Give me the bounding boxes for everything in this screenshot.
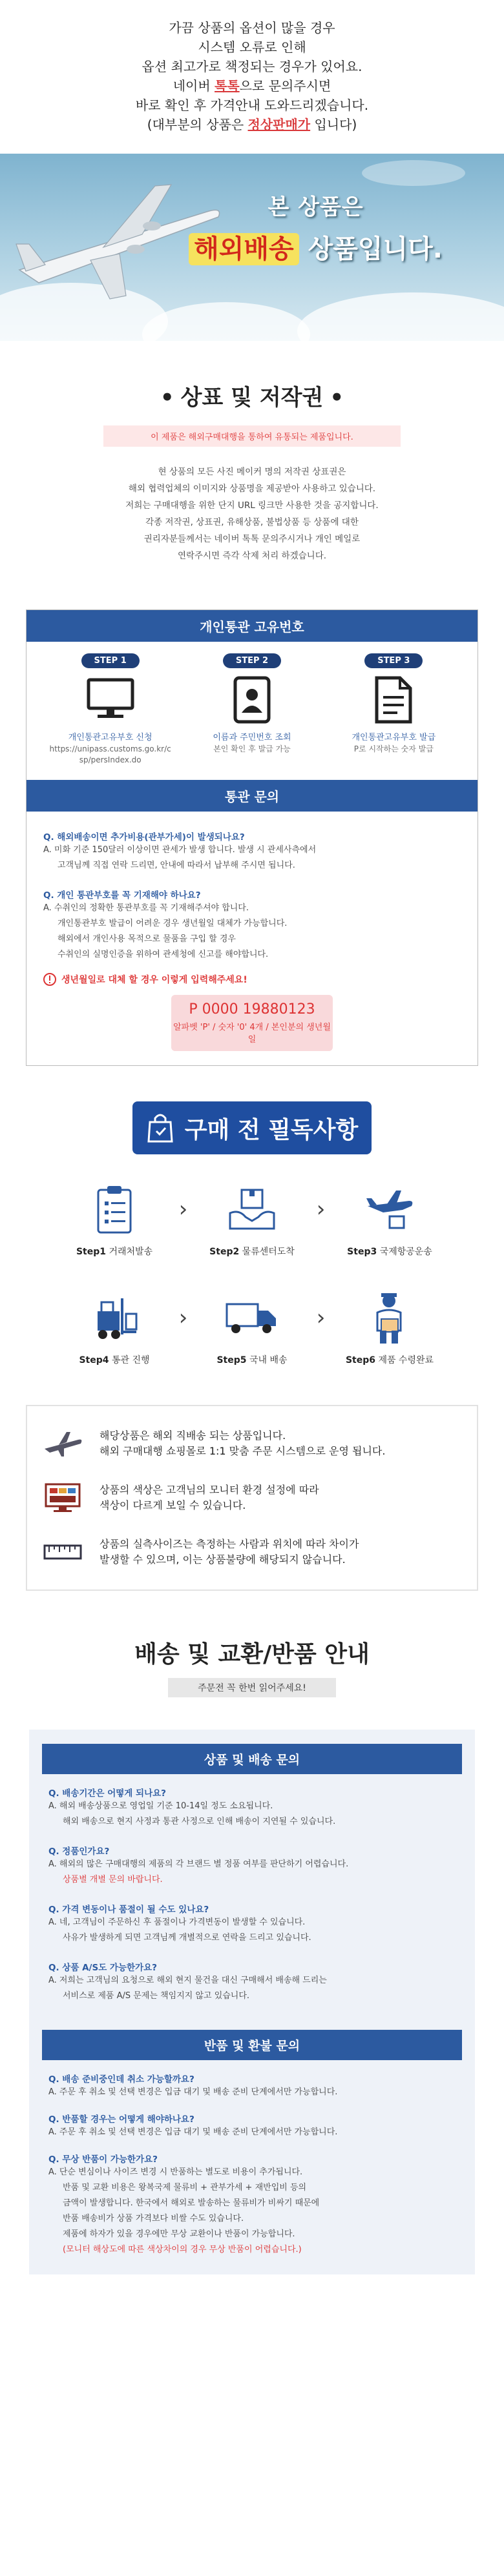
faq-answer xyxy=(48,1973,456,2004)
notice-text: 네이버 xyxy=(173,78,215,94)
answer-line: A. 해외의 많은 구매대행의 제품의 각 브랜드 별 정품 여부를 판단하기 어렵습니다. xyxy=(48,1859,349,1869)
customs-step xyxy=(191,653,313,766)
shipping-subtitle: 주문전 꼭 한번 읽어주세요! xyxy=(168,1678,336,1697)
trademark-title-text: 상표 및 저작권 xyxy=(180,385,324,411)
faq-question: Q. 배송 준비중인데 취소 가능할까요? xyxy=(48,2074,194,2085)
notice-line: 옵션 최고가로 책정되는 경우가 있어요. xyxy=(142,59,362,74)
banner-line2 xyxy=(189,229,443,265)
monitor-icon xyxy=(49,675,172,725)
process-label xyxy=(61,1245,168,1258)
step-name: 거래처발송 xyxy=(109,1247,153,1257)
customs-box xyxy=(26,609,478,1066)
step-number: Step6 xyxy=(345,1355,375,1365)
step-desc: P로 시작하는 숫자 발급 xyxy=(353,744,434,753)
step-title: 개인통관고유부호 신청 xyxy=(68,733,152,742)
trademark-line: 연락주시면 즉각 삭제 처리 하겠습니다. xyxy=(177,551,327,561)
step-desc: 본인 확인 후 발급 가능 xyxy=(213,744,291,753)
notice-line xyxy=(0,115,504,134)
customs-faq-header: 통관 문의 xyxy=(26,780,478,812)
answer-line: A. 네, 고객님이 주문하신 후 품절이나 가격변동이 발생할 수 있습니다. xyxy=(48,1917,306,1927)
chevron-right-icon: › xyxy=(316,1196,326,1222)
faq-answer xyxy=(48,1915,456,1946)
faq-answer xyxy=(48,2125,456,2140)
faq-answer xyxy=(48,2085,456,2100)
answer-line: 서비스로 제품 A/S 문제는 책임지지 않고 있습니다. xyxy=(63,1991,250,2001)
step-name: 국내 배송 xyxy=(249,1355,288,1365)
notice-line: 발생할 수 있으며, 이는 상품불량에 해당되지 않습니다. xyxy=(100,1553,346,1566)
notice-text xyxy=(100,1537,359,1568)
shipping-faq-box xyxy=(29,1730,475,2274)
customs-code-header: 개인통관 고유번호 xyxy=(26,610,478,642)
process-step xyxy=(199,1180,306,1258)
customs-step xyxy=(332,653,455,766)
ruler-icon xyxy=(40,1534,85,1570)
airplane-icon xyxy=(337,1180,443,1238)
answer-line: 반품 및 교환 비용은 왕복국제 물류비 + 관부가세 + 재반입비 등의 xyxy=(63,2183,307,2193)
answer-line: A. 주문 후 취소 및 선택 변경은 입금 대기 및 배송 준비 단계에서만 가능합니다. xyxy=(48,2087,338,2097)
faq-answer xyxy=(48,2165,456,2258)
must-read-title-text: 구매 전 필독사항 xyxy=(184,1116,359,1143)
trademark-body xyxy=(0,464,504,564)
birthdate-example: P 0000 19880123 xyxy=(189,1001,315,1017)
shipping-faq-header: 상품 및 배송 문의 xyxy=(42,1744,462,1774)
answer-line: A. 저희는 고객님의 요청으로 해외 현지 물건을 대신 구매해서 배송해 드리는 xyxy=(48,1976,327,1985)
normal-price-highlight: 정상판매가 xyxy=(247,117,311,132)
process-label xyxy=(199,1353,306,1366)
process-step xyxy=(199,1289,306,1366)
notice-line: 바로 확인 후 가격안내 도와드리겠습니다. xyxy=(135,97,369,113)
banner-text-tail: 상품입니다. xyxy=(299,234,443,264)
delivery-process xyxy=(0,1180,504,1366)
step-label: STEP 3 xyxy=(364,653,423,668)
answer-line: 상품별 개별 문의 바랍니다. xyxy=(63,1875,163,1885)
notice-line: 해외 구매대행 쇼핑몰로 1:1 맞춤 주문 시스템으로 운영 됩니다. xyxy=(100,1445,386,1457)
faq-answer xyxy=(43,901,461,963)
trademark-line: 저희는 구매대행을 위한 단지 URL 링크만 사용한 것을 공지합니다. xyxy=(125,500,379,511)
trademark-line: 각종 저작권, 상표권, 유해상품, 불법상품 등 상품에 대한 xyxy=(145,517,359,527)
faq-question: Q. 무상 반품이 가능한가요? xyxy=(48,2154,158,2165)
document-icon xyxy=(332,675,455,725)
step-name: 국제항공운송 xyxy=(379,1247,432,1257)
return-faq xyxy=(42,2060,462,2258)
trademark-line: 현 상품의 모든 사진 메이커 명의 저작권 상표권은 xyxy=(158,467,346,477)
answer-line: 고객님께 직접 연락 드리면, 안내에 따라서 납부해 주시면 됩니다. xyxy=(58,861,295,870)
step-label: STEP 2 xyxy=(223,653,281,668)
faq-answer xyxy=(48,1857,456,1888)
process-label xyxy=(337,1353,443,1366)
step-number: Step5 xyxy=(216,1355,247,1365)
birthdate-example-box xyxy=(171,995,333,1051)
shipping-title: 배송 및 교환/반품 안내 xyxy=(134,1641,370,1668)
answer-line: 사유가 발생하게 되면 고객님께 개별적으로 연락을 드리고 있습니다. xyxy=(63,1933,311,1943)
step-title: 개인통관고유부호 발급 xyxy=(352,733,436,742)
banner-text xyxy=(189,189,443,265)
notice-text xyxy=(100,1428,385,1459)
step-title: 이름과 주민번호 조회 xyxy=(213,733,291,742)
notice-row xyxy=(40,1471,464,1525)
airplane-icon xyxy=(40,1426,85,1462)
notice-line: 상품의 실측사이즈는 측정하는 사람과 위치에 따라 차이가 xyxy=(100,1538,359,1550)
process-label xyxy=(61,1353,168,1366)
answer-line: A. 수취인의 정확한 통관부호를 꼭 기재해주셔야 합니다. xyxy=(43,903,249,913)
monitor-color-icon xyxy=(40,1480,85,1516)
forklift-icon xyxy=(61,1289,168,1347)
banner-highlight: 해외배송 xyxy=(189,233,299,265)
chevron-right-icon: › xyxy=(178,1196,188,1222)
faq-answer xyxy=(48,1799,456,1830)
notice-row xyxy=(40,1525,464,1579)
answer-line: (모니터 해상도에 따른 색상차이의 경우 무상 반품이 어렵습니다.) xyxy=(63,2245,302,2254)
answer-line: 반품 배송비가 상품 가격보다 비쌀 수도 있습니다. xyxy=(63,2214,244,2223)
birthdate-example-desc: 알파벳 'P' / 숫자 '0' 4개 / 본인분의 생년월일 xyxy=(173,1023,331,1045)
shopping-bag-icon xyxy=(146,1112,174,1144)
answer-line: A. 미화 기준 150달러 이상이면 관세가 발생 합니다. 발생 시 관세사측에서 xyxy=(43,845,317,855)
chevron-right-icon: › xyxy=(316,1305,326,1331)
answer-line: 개인통관부호 발급이 어려운 경우 생년월일 대체가 가능합니다. xyxy=(58,919,288,928)
notice-line: 시스템 오류로 인해 xyxy=(198,39,306,55)
notice-line: 색상이 다르게 보일 수 있습니다. xyxy=(100,1499,246,1511)
trademark-pink-bar: 이 제품은 해외구매대행을 통하여 유통되는 제품입니다. xyxy=(103,425,401,447)
process-step xyxy=(61,1289,168,1366)
step-number: Step2 xyxy=(209,1247,240,1257)
faq-question: Q. 개인 통관부호를 꼭 기재해야 하나요? xyxy=(43,890,201,901)
step-name: 통관 진행 xyxy=(111,1355,150,1365)
faq-question: Q. 정품인가요? xyxy=(48,1846,110,1857)
notice-text: 으로 문의주시면 xyxy=(239,78,331,94)
notice-text: 입니다) xyxy=(310,117,357,132)
process-label xyxy=(337,1245,443,1258)
notice-line: 가끔 상품의 옵션이 많을 경우 xyxy=(169,20,335,36)
process-label xyxy=(199,1245,306,1258)
warehouse-hands-icon xyxy=(199,1180,306,1238)
answer-line: 해외 배송으로 현지 사정과 통관 사정으로 인해 배송이 지연될 수 있습니다. xyxy=(63,1817,336,1826)
truck-icon xyxy=(199,1289,306,1347)
return-faq-header: 반품 및 환불 문의 xyxy=(42,2030,462,2060)
process-step xyxy=(61,1180,168,1258)
warning-icon xyxy=(43,973,56,986)
step-name: 제품 수령완료 xyxy=(378,1355,434,1365)
answer-line: A. 해외 배송상품으로 영업일 기준 10-14일 정도 소요됩니다. xyxy=(48,1801,273,1811)
notice-text xyxy=(100,1482,319,1513)
trademark-line: 해외 협력업체의 이미지와 상품명을 제공받아 사용하고 있습니다. xyxy=(128,484,376,494)
notice-line: 해당상품은 해외 직배송 되는 상품입니다. xyxy=(100,1429,286,1442)
answer-line: A. 주문 후 취소 및 선택 변경은 입금 대기 및 배송 준비 단계에서만 가능합니다. xyxy=(48,2127,338,2137)
shipping-faq xyxy=(42,1774,462,2004)
purchase-notices xyxy=(26,1405,478,1591)
step-number: Step1 xyxy=(76,1247,106,1257)
warning-text: 생년월일로 대체 할 경우 이렇게 입력해주세요! xyxy=(61,975,247,985)
trademark-title: • 상표 및 저작권 • xyxy=(160,385,344,411)
answer-line: 수취인의 실명인증을 위하여 관세청에 신고를 해야합니다. xyxy=(58,950,269,959)
customs-step xyxy=(49,653,172,766)
process-step xyxy=(337,1289,443,1366)
trademark-line: 권리자분들께서는 네이버 톡톡 문의주시거나 개인 메일로 xyxy=(143,534,361,544)
step-name: 물류센터도착 xyxy=(242,1247,295,1257)
faq-question: Q. 반품할 경우는 어떻게 해야하나요? xyxy=(48,2114,194,2125)
faq-question: Q. 배송기간은 어떻게 되나요? xyxy=(48,1788,166,1799)
id-card-icon xyxy=(191,675,313,725)
customs-faq xyxy=(26,812,478,1051)
faq-answer xyxy=(43,843,461,874)
overseas-shipping-banner xyxy=(0,154,504,341)
answer-line: 해외에서 개인사용 목적으로 물품을 구입 할 경우 xyxy=(58,934,236,944)
birthdate-warning xyxy=(43,973,461,986)
step-number: Step3 xyxy=(347,1247,377,1257)
answer-line: 제품에 하자가 있을 경우에만 무상 교환이나 반품이 가능합니다. xyxy=(63,2229,295,2239)
notice-row xyxy=(40,1416,464,1471)
faq-question: Q. 가격 변동이나 품절이 될 수도 있나요? xyxy=(48,1905,209,1915)
top-notice xyxy=(0,0,504,134)
chevron-right-icon: › xyxy=(178,1305,188,1331)
customs-steps xyxy=(26,642,478,772)
step-desc-link[interactable]: https://unipass.customs.go.kr/csp/persIndex.do xyxy=(49,744,171,764)
clipboard-icon xyxy=(61,1180,168,1238)
answer-line: A. 단순 변심이나 사이즈 변경 시 반품하는 별도로 비용이 추가됩니다. xyxy=(48,2167,303,2177)
notice-line xyxy=(0,76,504,96)
step-number: Step4 xyxy=(79,1355,109,1365)
notice-line: 상품의 색상은 고객님의 모니터 환경 설정에 따라 xyxy=(100,1484,319,1496)
banner-line1: 본 상품은 xyxy=(268,194,364,220)
process-step xyxy=(337,1180,443,1258)
delivery-man-icon xyxy=(337,1289,443,1347)
faq-question: Q. 해외배송이면 추가비용(관부가세)이 발생되나요? xyxy=(43,832,245,843)
answer-line: 금액이 발생합니다. 한국에서 해외로 발송하는 물류비가 비싸기 때문에 xyxy=(63,2198,320,2208)
faq-question: Q. 상품 A/S도 가능한가요? xyxy=(48,1963,157,1973)
step-label: STEP 1 xyxy=(81,653,140,668)
talktalk-link[interactable]: 톡톡 xyxy=(215,78,240,94)
must-read-title xyxy=(132,1101,372,1154)
notice-text: (대부분의 상품은 xyxy=(147,117,248,132)
